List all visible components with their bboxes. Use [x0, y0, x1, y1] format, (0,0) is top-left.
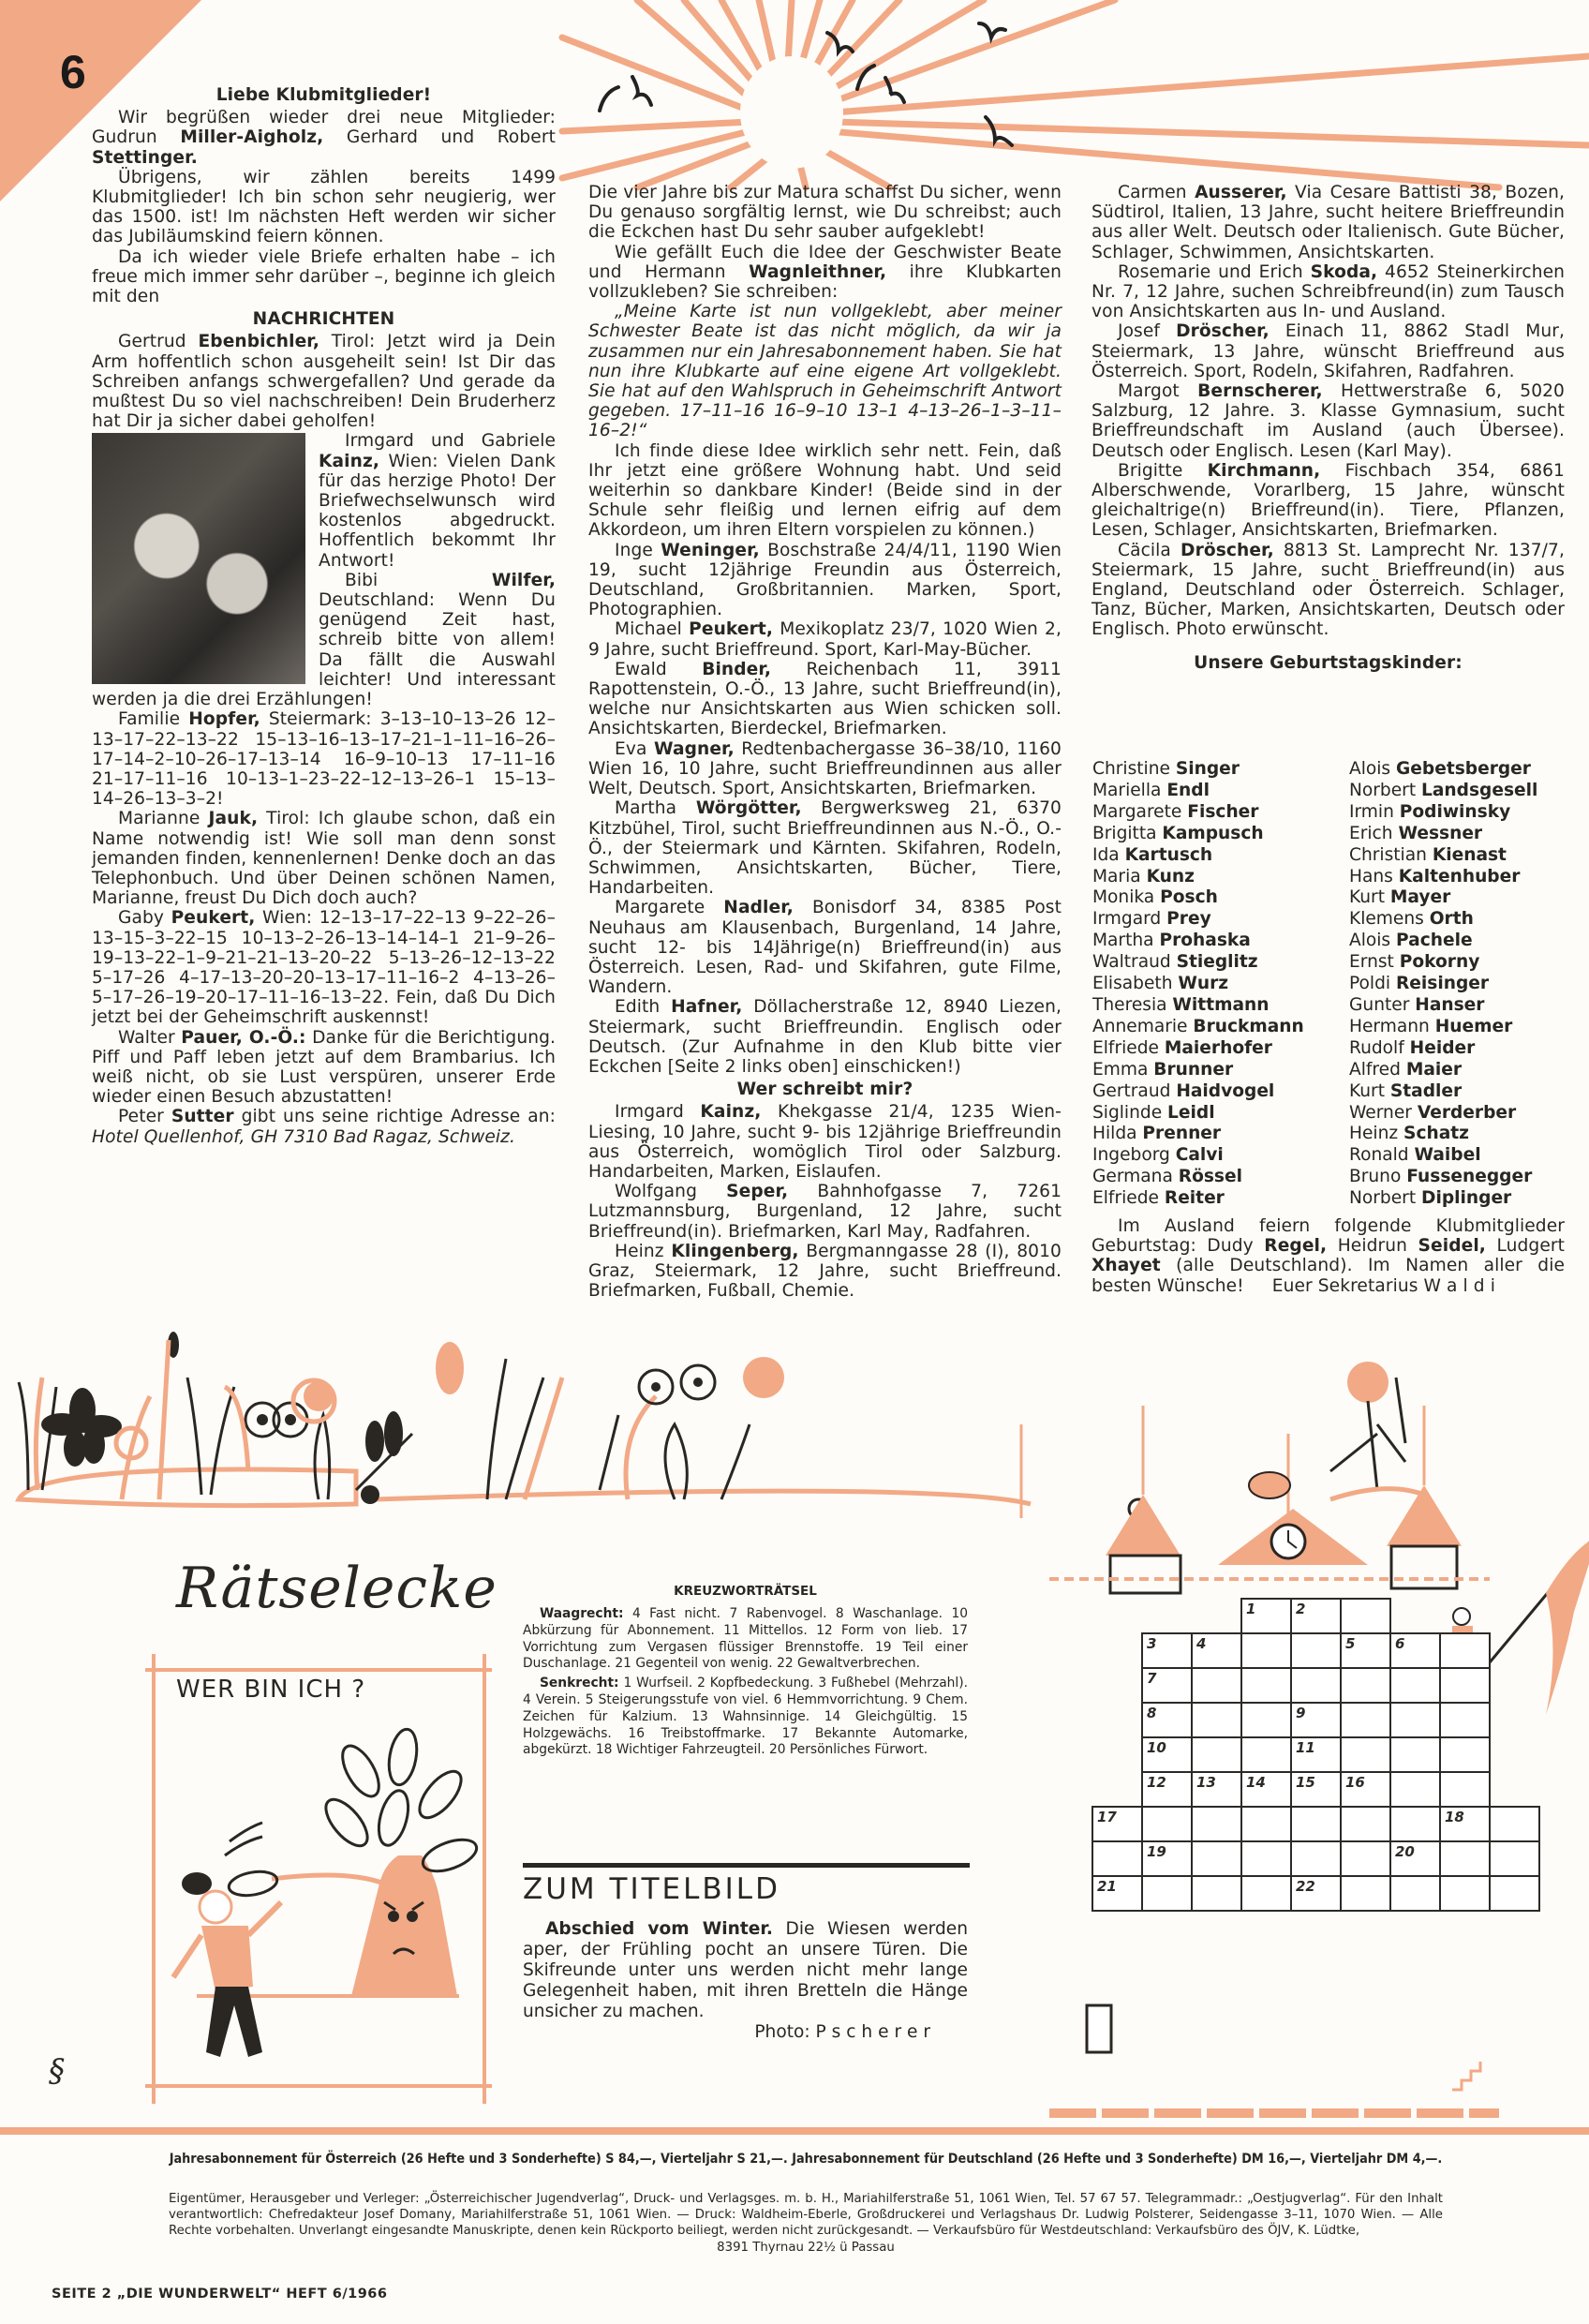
crossword-cell[interactable] [1290, 1702, 1342, 1738]
crossword-cell[interactable] [1191, 1632, 1242, 1669]
intro-heading: Liebe Klubmitglieder! [215, 85, 432, 105]
birthday-entry: Elisabeth Wurz [1092, 974, 1229, 994]
birthday-entry: Gunter Hanser [1349, 994, 1485, 1015]
crossword-cell-number: 4 [1196, 1635, 1207, 1652]
crossword-cell[interactable] [1439, 1632, 1491, 1669]
birthday-entry: Waltraud Stieglitz [1092, 952, 1258, 973]
penpal-item: Josef Dröscher, Einach 11, 8862 Stadl Mur, Steiermark, 13 Jahre, wünscht Brieffreund aus Österreich. Sport, Rodeln, Skifahren, Radfahren. [1092, 321, 1565, 381]
crossword-cell[interactable] [1290, 1736, 1342, 1773]
crossword-cell[interactable] [1191, 1875, 1242, 1912]
footer-rule [0, 2127, 1589, 2135]
birthday-entry: Alois Gebetsberger [1349, 759, 1531, 779]
crossword-cell[interactable] [1340, 1667, 1391, 1704]
birthday-entry: Annemarie Bruckmann [1092, 1016, 1304, 1036]
birthday-list-right [1349, 759, 1574, 1210]
news-item: Ich finde diese Idee wirklich sehr nett. Fein, daß Ihr jetzt eine größere Wohnung habt. Und seid weiterhin so dankbare Kinder! (Beide sind in der Schule sehr fleißig und lernen eifrig auf dem Akkordeon, um ihren Eltern vorspielen zu können.) [588, 440, 1062, 541]
birthdays-abroad [1092, 1216, 1565, 1296]
crossword-cell[interactable] [1240, 1736, 1292, 1773]
birthday-entry: Maria Kunz [1092, 866, 1195, 886]
news-item: Peter Sutter gibt uns seine richtige Adresse an: Hotel Quellenhof, GH 7310 Bad Ragaz, Schweiz. [92, 1107, 556, 1147]
birthday-entry: Norbert Landsgesell [1349, 780, 1538, 800]
photo-kainz-sisters [92, 433, 305, 684]
birthday-entry: Emma Brunner [1092, 1059, 1234, 1080]
news-item: Bibi Wilfer, Deutschland: Wenn Du genügend Zeit hast, schreib bitte von allem! Da fällt die Auswahl leichter! Und interessant werden ja die drei Erzählungen! [92, 570, 556, 710]
crossword-cell[interactable] [1141, 1806, 1193, 1842]
sun-birds-illustration [562, 0, 1589, 187]
crossword-grid [1049, 1406, 1589, 2127]
crossword-cell[interactable] [1439, 1840, 1491, 1877]
crossword-cell[interactable] [1340, 1632, 1391, 1669]
sun-rays-icon [562, 0, 1589, 187]
crossword-cell[interactable] [1092, 1806, 1143, 1842]
crossword-cell[interactable] [1092, 1840, 1143, 1877]
crossword-cell[interactable] [1389, 1875, 1441, 1912]
crossword-cell[interactable] [1340, 1702, 1391, 1738]
penpal-item: Rosemarie und Erich Skoda, 4652 Steinerkirchen Nr. 7, 12 Jahre, suchen Schreibfreund(in) zum Tausch von Ansichtskarten aus In- und Ausland. [1092, 261, 1566, 322]
penpal-item: Eva Wagner, Redtenbachergasse 36–38/10, 1160 Wien 16, 10 Jahre, sucht Brieffreundinnen aus aller Welt, Deutsch. Sport, Ansichtskarten, Briefmarken. [588, 738, 1062, 799]
crossword-cell[interactable] [1240, 1875, 1292, 1912]
penpal-item: Margot Bernscherer, Hettwerstraße 6, 5020 Salzburg, 12 Jahre. 3. Klasse Gymnasium, sucht Brieffreundschaft im Ausland (auch Übersee). Deutsch oder Englisch. Lesen (Karl May). [1092, 381, 1565, 461]
page-number: 6 [60, 46, 86, 98]
birthday-entry: Margarete Fischer [1092, 801, 1259, 822]
birthday-entry: Monika Posch [1092, 887, 1218, 908]
birthday-entry: Christine Singer [1092, 759, 1240, 779]
signature: Euer Sekretarius W a l d i [1271, 1275, 1495, 1296]
penpal-item: Michael Peukert, Mexikoplatz 23/7, 1020 Wien 2, 9 Jahre, sucht Brieffreund. Sport, Karl-May-Bücher. [588, 619, 1062, 660]
news-item-continued: Die vier Jahre bis zur Matura schaffst Du sicher, wenn Du genauso sorgfältig lernst, wie Du schreibst; auch die Eckchen hast Du sehr sauber aufgeklebt! [588, 183, 1062, 243]
crossword-cell-number: 12 [1147, 1774, 1166, 1791]
birthday-entry: Irmin Podiwinsky [1349, 801, 1511, 822]
crossword-cell[interactable] [1340, 1806, 1391, 1842]
down-clues: Senkrecht: 1 Wurfseil. 2 Kopfbedeckung. 3 Fußhebel (Mehrzahl). 4 Verein. 5 Steigerungsstufe von viel. 6 Hemmvorrichtung. 9 Chem. Zeichen für Kalzium. 13 Wahnsinnige. 14 Gleichgültig. 15 Holzgewächs. 16 Treibstoffmarke. 17 Bekannte Automarke, abgekürzt. 18 Wichtiger Fahrzeugteil. 20 Persönliches Fürwort. [523, 1676, 968, 1758]
crossword-cell-number: 1 [1246, 1601, 1256, 1617]
crossword-cell[interactable] [1389, 1632, 1441, 1669]
news-item: Gertrud Ebenbichler, Tirol: Jetzt wird ja Dein Arm hoffentlich schon ausgeheilt sein! Ist Dir das Schreiben anfangs schwergefallen? Und gerade da mußtest Du so viel nachschreiben! Dein Bruderherz hat Dir ja sicher dabei geholfen! [92, 332, 556, 432]
birthday-entry: Christian Kienast [1349, 844, 1507, 865]
birthday-entry: Gertraud Haidvogel [1092, 1080, 1275, 1101]
news-heading: NACHRICHTEN [252, 309, 395, 330]
crossword-clues [523, 1584, 968, 1762]
intro-paragraph: Wir begrüßen wieder drei neue Mitglieder: Gudrun Miller-Aigholz, Gerhard und Robert Stettinger. [92, 108, 556, 168]
crossword-cell-number: 11 [1296, 1739, 1315, 1756]
birthday-entry: Kurt Stadler [1349, 1080, 1463, 1101]
birthday-entry: Rudolf Heider [1349, 1037, 1476, 1058]
crossword-cell[interactable] [1290, 1632, 1342, 1669]
crossword-cell-number: 22 [1296, 1878, 1315, 1895]
crossword-cell-number: 19 [1147, 1843, 1166, 1860]
crossword-cell-number: 20 [1395, 1843, 1415, 1860]
crossword-cell-number: 14 [1246, 1774, 1266, 1791]
crossword-cell-number: 15 [1296, 1774, 1315, 1791]
penpal-item: Wolfgang Seper, Bahnhofgasse 7, 7261 Lutzmannsburg, Burgenland, 12 Jahre, sucht Brieffreund(in). Briefmarken, Karl May, Radfahren. [588, 1182, 1062, 1242]
photo-credit: Photo: P s c h e r e r [754, 2022, 930, 2042]
crossword-cell[interactable] [1141, 1840, 1193, 1877]
birthday-entry: Hermann Huemer [1349, 1016, 1513, 1036]
crossword-cell[interactable] [1389, 1667, 1441, 1704]
crossword-cell[interactable] [1240, 1771, 1292, 1808]
page-footer-line: SEITE 2 „DIE WUNDERWELT“ HEFT 6/1966 [52, 2287, 388, 2302]
middle-column [588, 183, 1062, 1302]
crossword-cell[interactable] [1290, 1667, 1342, 1704]
crossword-cell[interactable] [1290, 1598, 1342, 1634]
crossword-cell[interactable] [1439, 1875, 1491, 1912]
imprint-address: 8391 Thyrnau 22½ ü Passau [717, 2240, 895, 2255]
riddle-title: WER BIN ICH ? [176, 1676, 366, 1704]
birthday-entry: Ida Kartusch [1092, 844, 1213, 865]
birthday-entry: Ingeborg Calvi [1092, 1145, 1224, 1166]
crossword-cell[interactable] [1439, 1702, 1491, 1738]
birthday-entry: Norbert Diplinger [1349, 1188, 1512, 1209]
birthday-entry: Erich Wessner [1349, 823, 1483, 843]
crossword-cell-number: 6 [1395, 1635, 1405, 1652]
birthday-entry: Hans Kaltenhuber [1349, 866, 1521, 886]
birthday-entry: Brigitta Kampusch [1092, 823, 1264, 843]
riddle-box-border [483, 1654, 486, 2104]
crossword-cell-number: 17 [1097, 1809, 1117, 1825]
penpal-item: Inge Weninger, Boschstraße 24/4/11, 1190 Wien 19, sucht 12jährige Freundin aus Österreich, Deutschland, Großbritannien. Marken, Sport, Photographien. [588, 540, 1062, 620]
birthday-entry: Germana Rössel [1092, 1167, 1242, 1187]
titelbild-heading: ZUM TITELBILD [523, 1872, 780, 1906]
news-item: Gaby Peukert, Wien: 12–13–17–22–13 9–22–26–13–15–3–22–15 10–13–2–26–13–14–14–1 21–9–26–19–13–22–1–9–21–21–13–20–22 5–13–26–12–13–22 5–17–26 4–17–13–20–20–13–17–11–16–2 4–13–26–5–17–26–19–20–17–11–16–13–22. Fein, daß Du Dich jetzt bei der Geheimschrift auskennst! [92, 908, 556, 1028]
crossword-cell[interactable] [1240, 1667, 1292, 1704]
intro-paragraph: Da ich wieder viele Briefe erhalten habe – ich freue mich immer sehr darüber –, beginne ich gleich mit den [92, 246, 556, 307]
crossword-cell-number: 16 [1345, 1774, 1365, 1791]
crossword-cell[interactable] [1290, 1840, 1342, 1877]
birthday-entry: Martha Prohaska [1092, 931, 1251, 951]
crossword-cell[interactable] [1191, 1771, 1242, 1808]
riddle-illustration-man-and-tree [159, 1715, 478, 2071]
news-item: Walter Pauer, O.-Ö.: Danke für die Berichtigung. Piff und Paff leben jetzt auf dem Brambarius. Ich weiß nicht, ob sie Lust verspüren, unserer Erde wieder einen Besuch abzustatten! [92, 1027, 556, 1108]
news-item: Marianne Jauk, Tirol: Ich glaube schon, daß ein Name notwendig ist! Wie soll man denn sonst jemanden finden, kennenlernen! Denke doch an das Telephonbuch. Und über Deinen schönen Namen, Marianne, freust Du Dich doch auch? [92, 809, 557, 909]
crossword-cell[interactable] [1240, 1598, 1292, 1634]
crossword-cell[interactable] [1340, 1771, 1391, 1808]
crossword-cell-number: 2 [1296, 1601, 1306, 1617]
birthday-entry: Siglinde Leidl [1092, 1102, 1215, 1123]
birthday-entry: Irmgard Prey [1092, 909, 1211, 930]
crossword-cell[interactable] [1389, 1806, 1441, 1842]
crossword-cell[interactable] [1092, 1875, 1143, 1912]
crossword-cell[interactable] [1439, 1667, 1491, 1704]
crossword-cell[interactable] [1489, 1875, 1540, 1912]
crossword-cell[interactable] [1389, 1736, 1441, 1773]
crossword-cell-number: 10 [1147, 1739, 1166, 1756]
birthday-entry: Bruno Fussenegger [1349, 1167, 1533, 1187]
crossword-cell[interactable] [1389, 1702, 1441, 1738]
crossword-cell-number: 18 [1445, 1809, 1464, 1825]
crossword-cell-number: 9 [1296, 1705, 1306, 1721]
riddle-box-border [152, 1654, 156, 2104]
crossword-cell[interactable] [1240, 1840, 1292, 1877]
crossword-cell-number: 5 [1345, 1635, 1356, 1652]
crossword-cell[interactable] [1389, 1771, 1441, 1808]
crossword-cell[interactable] [1240, 1806, 1292, 1842]
birthday-entry: Mariella Endl [1092, 780, 1210, 800]
birthday-entry: Klemens Orth [1349, 909, 1474, 930]
left-column [92, 82, 556, 1147]
crossword-cell-number: 7 [1147, 1670, 1157, 1687]
crossword-cell[interactable] [1191, 1702, 1242, 1738]
news-item: Familie Hopfer, Steiermark: 3–13–10–13–26 12–13–17–22–13–22 15–13–16–13–17–21–1–11–16–26–17–14–2–10–26–17–13–14 16–9–10–13 17–11–16 21–17–11–16 10–13–1–23–22–12–13–26–1 15–13–14–26–13–3–2! [92, 709, 556, 810]
birthday-entry: Ronald Waibel [1349, 1145, 1481, 1166]
birthday-entry: Werner Verderber [1349, 1102, 1517, 1123]
birthday-entry: Heinz Schatz [1349, 1124, 1469, 1144]
birthday-list-left [1092, 759, 1345, 1210]
man-figure [173, 1872, 281, 2057]
crossword-cell-number: 13 [1196, 1774, 1216, 1791]
crossword-cell[interactable] [1489, 1806, 1540, 1842]
crossword-heading: KREUZWORTRÄTSEL [674, 1584, 817, 1599]
crossword-cell[interactable] [1240, 1702, 1292, 1738]
birthday-entry: Elfriede Maierhofer [1092, 1037, 1272, 1058]
crossword-cell[interactable] [1340, 1840, 1391, 1877]
penpal-item: Martha Wörgötter, Bergwerksweg 21, 6370 Kitzbühel, Tirol, sucht Brieffreundinnen aus N.-Ö., O.-Ö., der Steiermark und Kärnten. Skifahren, Rodeln, Schwimmen, Ansichtskarten, Bücher, Tiere, Handarbeiten. [588, 798, 1062, 899]
crossword-cell[interactable] [1191, 1667, 1242, 1704]
birthday-entry: Kurt Mayer [1349, 887, 1451, 908]
penpal-item: Brigitte Kirchmann, Fischbach 354, 6861 Alberschwende, Vorarlberg, 15 Jahre, wünscht gleichaltrige(n) Brieffreund(in). Tiere, Pflanzen, Lesen, Schlager, Ansichtskarten, Briefmarken. [1092, 460, 1565, 541]
crossword-cell[interactable] [1340, 1598, 1391, 1634]
crossword-cell[interactable] [1290, 1771, 1342, 1808]
crossword-cell[interactable] [1141, 1736, 1193, 1773]
news-item: Irmgard und Gabriele Kainz, Wien: Vielen Dank für das herzige Photo! Der Briefwechselwunsch wird kostenlos abgedruckt. Hoffentlich bekommt Ihr Antwort! [319, 431, 556, 571]
crossword-cell[interactable] [1340, 1736, 1391, 1773]
crossword-cell[interactable] [1240, 1632, 1292, 1669]
quote: „Meine Karte ist nun vollgeklebt, aber meiner Schwester Beate ist das nicht möglich, da wir ja zusammen nur ein Jahresabonnement haben. Sie hat nun ihre Klubkarte auf eine eigene Art vollgeklebt. Sie hat auf den Wahlspruch in Geheimschrift Antwort gegeben. 17–11–16 16–9–10 13–1 4–13–26–1–3–11–16–2!“ [588, 302, 1062, 441]
crossword-cell[interactable] [1290, 1806, 1342, 1842]
crossword-cell[interactable] [1489, 1840, 1540, 1877]
raetselecke-title: Rätselecke [176, 1556, 497, 1621]
crossword-cell[interactable] [1141, 1632, 1193, 1669]
birthdays-heading: Unsere Geburtstagskinder: [1194, 652, 1463, 673]
crossword-cell[interactable] [1141, 1702, 1193, 1738]
crossword-cell[interactable] [1290, 1875, 1342, 1912]
news-item: Wie gefällt Euch die Idee der Geschwister Beate und Hermann Wagnleithner, ihre Klubkarten vollzukleben? Sie schreiben: [588, 242, 1062, 303]
penpal-item: Margarete Nadler, Bonisdorf 34, 8385 Post Neuhaus am Klausenbach, Burgenland, 14 Jahre, sucht 12- bis 14Jährige(n) Brieffreund(in) aus Österreich. Lesen, Rad- und Skifahren, gute Filme, Wandern. [588, 898, 1062, 998]
birthday-entry: Ernst Pokorny [1349, 952, 1480, 973]
crossword-cell[interactable] [1340, 1875, 1391, 1912]
across-clues: Waagrecht: 4 Fast nicht. 7 Rabenvogel. 8 Waschanlage. 10 Abkürzung für Abonnement. 11 Mittellos. 12 Form von lieb. 17 Vorrichtung zum Vergasen flüssiger Brennstoffe. 19 Teil einer Duschanlage. 21 Gegenteil von wenig. 22 Gewaltverbrechen. [523, 1606, 968, 1672]
artist-signature-icon: § [49, 2052, 65, 2090]
birthday-entry: Theresia Wittmann [1092, 994, 1270, 1015]
crossword-cell[interactable] [1191, 1806, 1242, 1842]
birthday-entry: Hilda Prenner [1092, 1124, 1222, 1144]
crossword-cell[interactable] [1191, 1736, 1242, 1773]
crossword-cell[interactable] [1191, 1840, 1242, 1877]
crossword-cell-number: 3 [1147, 1635, 1157, 1652]
penpal-item: Carmen Ausserer, Via Cesare Battisti 38, Bozen, Südtirol, Italien, 13 Jahre, sucht heitere Brieffreundin aus aller Welt. Deutsch oder Italienisch. Gute Bücher, Schlager, Schwimmen, Ansichtskarten. [1092, 183, 1565, 262]
crossword-cell[interactable] [1141, 1771, 1193, 1808]
penpal-item: Ewald Binder, Reichenbach 11, 3911 Rapottenstein, O.-Ö., 13 Jahre, sucht Brieffreund(in), welche nur Ansichtskarten aus Wien schicken soll. Ansichtskarten, Bierdeckel, Briefmarken. [588, 659, 1062, 739]
crossword-cell-number: 21 [1097, 1878, 1117, 1895]
crossword-cell[interactable] [1439, 1771, 1491, 1808]
section-divider [523, 1863, 970, 1868]
intro-paragraph: Übrigens, wir zählen bereits 1499 Klubmitglieder! Ich bin schon sehr neugierig, wer das 1500. ist! Im nächsten Heft werden wir sicher das Jubiläumskind feiern können. [92, 167, 556, 247]
penpal-item: Edith Hafner, Döllacherstraße 12, 8940 Liezen, Steiermark, sucht Brieffreundin. Englisch oder Deutsch. (Zur Aufnahme in den Klub bitte vier Eckchen [Seite 2 links oben] einschicken!) [588, 997, 1062, 1077]
birthday-entry: Poldi Reisinger [1349, 974, 1490, 994]
penpal-item: Irmgard Kainz, Khekgasse 21/4, 1235 Wien-Liesing, 10 Jahre, sucht 9- bis 12jährige Brieffreundin aus Österreich, womöglich Tirol oder Salzburg. Handarbeiten, Marken, Eislaufen. [588, 1102, 1062, 1182]
crossword-cell[interactable] [1141, 1667, 1193, 1704]
crossword-cell[interactable] [1439, 1736, 1491, 1773]
penpal-item: Cäcila Dröscher, 8813 St. Lamprecht Nr. 137/7, Steiermark, 15 Jahre, sucht Brieffreund(in) aus England, Deutschland oder Österreich. Schlager, Tanz, Bücher, Marken, Ansichtskarten, Deutsch oder Englisch. Photo erwünscht. [1092, 540, 1565, 640]
titelbild-text: Abschied vom Winter. Die Wiesen werden aper, der Frühling pocht an unsere Türen. Die Skifreunde unter uns werden nicht mehr lange Gelegenheit haben, mit ihren Bretteln die Hänge unsicher zu machen. Photo: P s c h e r e r [523, 1919, 968, 2042]
abroad-text: Im Ausland feiern folgende Klubmitglieder Geburtstag: Dudy Regel, Heidrun Seidel, Ludgert Xhayet (alle Deutschland). Im Namen aller die besten Wünsche! Euer Sekretarius W a l d i [1092, 1216, 1565, 1296]
imprint: Eigentümer, Herausgeber und Verleger: „Österreichischer Jugendverlag“, Druck- und Verlagsges. m. b. H., Mariahilferstraße 51, 1061 Wien, Tel. 57 67 57. Telegrammadr.: „Oestjugverlag“. Für den Inhalt verantwortlich: Chefredakteur Josef Domany, Mariahilferstraße 51, 1061 Wien. — Druck: Waldheim-Eberle, Großdruckerei und Verlagshaus Dr. Ludwig Polsterer, Seidengasse 3–11, 1070 Wien. — Alle Rechte vorbehalten. Unverlangt eingesandte Manuskripte, denen kein Rückporto beiliegt, werden nicht zurückgesandt. — Verkaufsbüro für Westdeutschland: Verkaufsbüro des ÖJV, K. Lüdtke, 8391 Thyrnau 22½ ü Passau [169, 2192, 1443, 2255]
birthday-entry: Alois Pachele [1349, 931, 1473, 951]
penpal-item: Heinz Klingenberg, Bergmanngasse 28 (I), 8010 Graz, Steiermark, 12 Jahre, sucht Brieffreund. Briefmarken, Fußball, Chemie. [588, 1241, 1062, 1302]
wer-schreibt-heading: Wer schreibt mir? [736, 1080, 913, 1100]
crossword-cell-number: 8 [1147, 1705, 1157, 1721]
birthday-entry: Alfred Maier [1349, 1059, 1463, 1080]
crocus-flowers [304, 1342, 464, 1411]
subscription-info: Jahresabonnement für Österreich (26 Hefte und 3 Sonderhefte) S 84,—, Vierteljahr S 21,—. Jahresabonnement für Deutschland (26 Hefte und 3 Sonderhefte) DM 16,—, Vierteljahr DM 4,—. [169, 2152, 1443, 2167]
birthday-entry: Elfriede Reiter [1092, 1188, 1225, 1209]
crossword-cell[interactable] [1141, 1875, 1193, 1912]
crossword-cell[interactable] [1439, 1806, 1491, 1842]
crossword-cell[interactable] [1389, 1840, 1441, 1877]
right-column [1092, 183, 1565, 676]
